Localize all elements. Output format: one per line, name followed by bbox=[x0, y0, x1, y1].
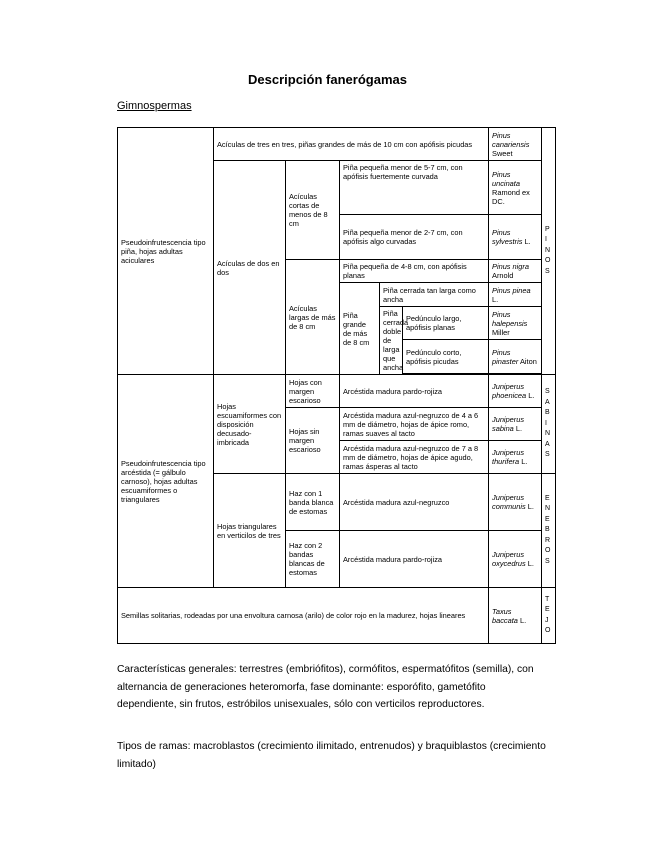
table-row bbox=[118, 375, 556, 408]
juniperus-oxycedrus-trait: Arcéstida madura pardo-rojiza bbox=[340, 531, 489, 588]
group-label-tejo: T E J O bbox=[542, 588, 556, 644]
hojas-margen-escarioso: Hojas con margen escarioso bbox=[286, 375, 340, 408]
species-name: Juniperus phoenicea L. bbox=[489, 375, 542, 408]
pinus-canariensis-trait: Acículas de tres en tres, piñas grandes de más de 10 cm con apófisis picudas bbox=[214, 128, 489, 161]
pina-doble-larga: Piña cerrada doble de larga que ancha bbox=[380, 307, 403, 375]
aciculas-cortas: Acículas cortas de menos de 8 cm bbox=[286, 161, 340, 260]
hojas-escuamiformes: Hojas escuamiformes con disposición decusado-imbricada bbox=[214, 375, 286, 474]
species-name: Pinus canariensis Sweet bbox=[489, 128, 542, 161]
juniperus-sabina-trait: Arcéstida madura azul-negruzco de 4 a 6 mm de diámetro, hojas de ápice romo, ramas suaves al tacto bbox=[340, 408, 489, 441]
haz-una-banda: Haz con 1 banda blanca de estomas bbox=[286, 474, 340, 531]
species-name: Pinus sylvestris L. bbox=[489, 215, 542, 260]
species-name: Pinus halepensis Miller bbox=[489, 307, 542, 340]
juniperus-description: Pseudoinfrutescencia tipo arcéstida (= gálbulo carnoso), hojas adultas escuamiformes o triangulares bbox=[118, 375, 214, 588]
pinus-pinea-trait: Piña cerrada tan larga como ancha bbox=[380, 283, 489, 307]
juniperus-thurifera-trait: Arcéstida madura azul-negruzco de 7 a 8 mm de diámetro, hojas de ápice agudo, ramas ásperas al tacto bbox=[340, 441, 489, 474]
aciculas-largas: Acículas largas de más de 8 cm bbox=[286, 260, 340, 375]
taxus-description: Semillas solitarias, rodeadas por una envoltura carnosa (arilo) de color rojo en la madurez, hojas lineares bbox=[118, 588, 489, 644]
pinus-nigra-trait: Piña pequeña de 4-8 cm, con apófisis planas bbox=[340, 260, 489, 283]
table-row bbox=[118, 128, 556, 161]
pinus-sylvestris-trait: Piña pequeña menor de 2-7 cm, con apófisis algo curvadas bbox=[340, 215, 489, 260]
group-label-pinos: P I N O S bbox=[542, 128, 556, 375]
pinos-description: Pseudoinfrutescencia tipo piña, hojas adultas aciculares bbox=[118, 128, 214, 375]
general-characteristics-paragraph: Características generales: terrestres (embriófitos), cormófitos, espermatófitos (semilla), con alternancia de generaciones heteromorfa, fase dominante: esporófito, gametófito dependiente, sin frutos, estróbilos unisexuales, sólo con verticilos reproductores. bbox=[117, 664, 534, 710]
hojas-sin-margen: Hojas sin margen escarioso bbox=[286, 408, 340, 474]
table-row bbox=[118, 588, 556, 644]
species-name: Pinus nigra Arnold bbox=[489, 260, 542, 283]
species-name: Pinus uncinata Ramond ex DC. bbox=[489, 161, 542, 215]
juniperus-communis-trait: Arcéstida madura azul-negruzco bbox=[340, 474, 489, 531]
pinus-pinaster-trait: Pedúnculo corto, apófisis picudas bbox=[403, 340, 489, 373]
document-title: Descripción fanerógamas bbox=[248, 72, 407, 87]
pina-grande: Piña grande de más de 8 cm bbox=[340, 283, 380, 375]
species-name: Juniperus oxycedrus L. bbox=[489, 531, 542, 588]
branch-types-paragraph: Tipos de ramas: macroblastos (crecimiento ilimitado, entrenudos) y braquiblastos (crecimiento limitado) bbox=[117, 741, 546, 770]
group-label-sabinas: S A B I N A S bbox=[542, 375, 556, 474]
hojas-triangulares: Hojas triangulares en verticilos de tres bbox=[214, 474, 286, 588]
pinus-halepensis-trait: Pedúnculo largo, apófisis planas bbox=[403, 307, 489, 340]
haz-dos-bandas: Haz con 2 bandas blancas de estomas bbox=[286, 531, 340, 588]
species-name: Pinus pinaster Aiton bbox=[489, 340, 542, 373]
species-name: Taxus baccata L. bbox=[489, 588, 542, 644]
juniperus-phoenicea-trait: Arcéstida madura pardo-rojiza bbox=[340, 375, 489, 408]
species-name: Juniperus thurifera L. bbox=[489, 441, 542, 474]
species-name: Pinus pinea L. bbox=[489, 283, 542, 307]
aciculas-de-dos: Acículas de dos en dos bbox=[214, 161, 286, 375]
identification-key-table bbox=[117, 127, 556, 644]
pinus-uncinata-trait: Piña pequeña menor de 5-7 cm, con apófisis fuertemente curvada bbox=[340, 161, 489, 215]
section-heading-gimnospermas: Gimnospermas bbox=[117, 100, 192, 112]
species-name: Juniperus sabina L. bbox=[489, 408, 542, 441]
group-label-enebros: E N E B R O S bbox=[542, 474, 556, 588]
species-name: Juniperus communis L. bbox=[489, 474, 542, 531]
